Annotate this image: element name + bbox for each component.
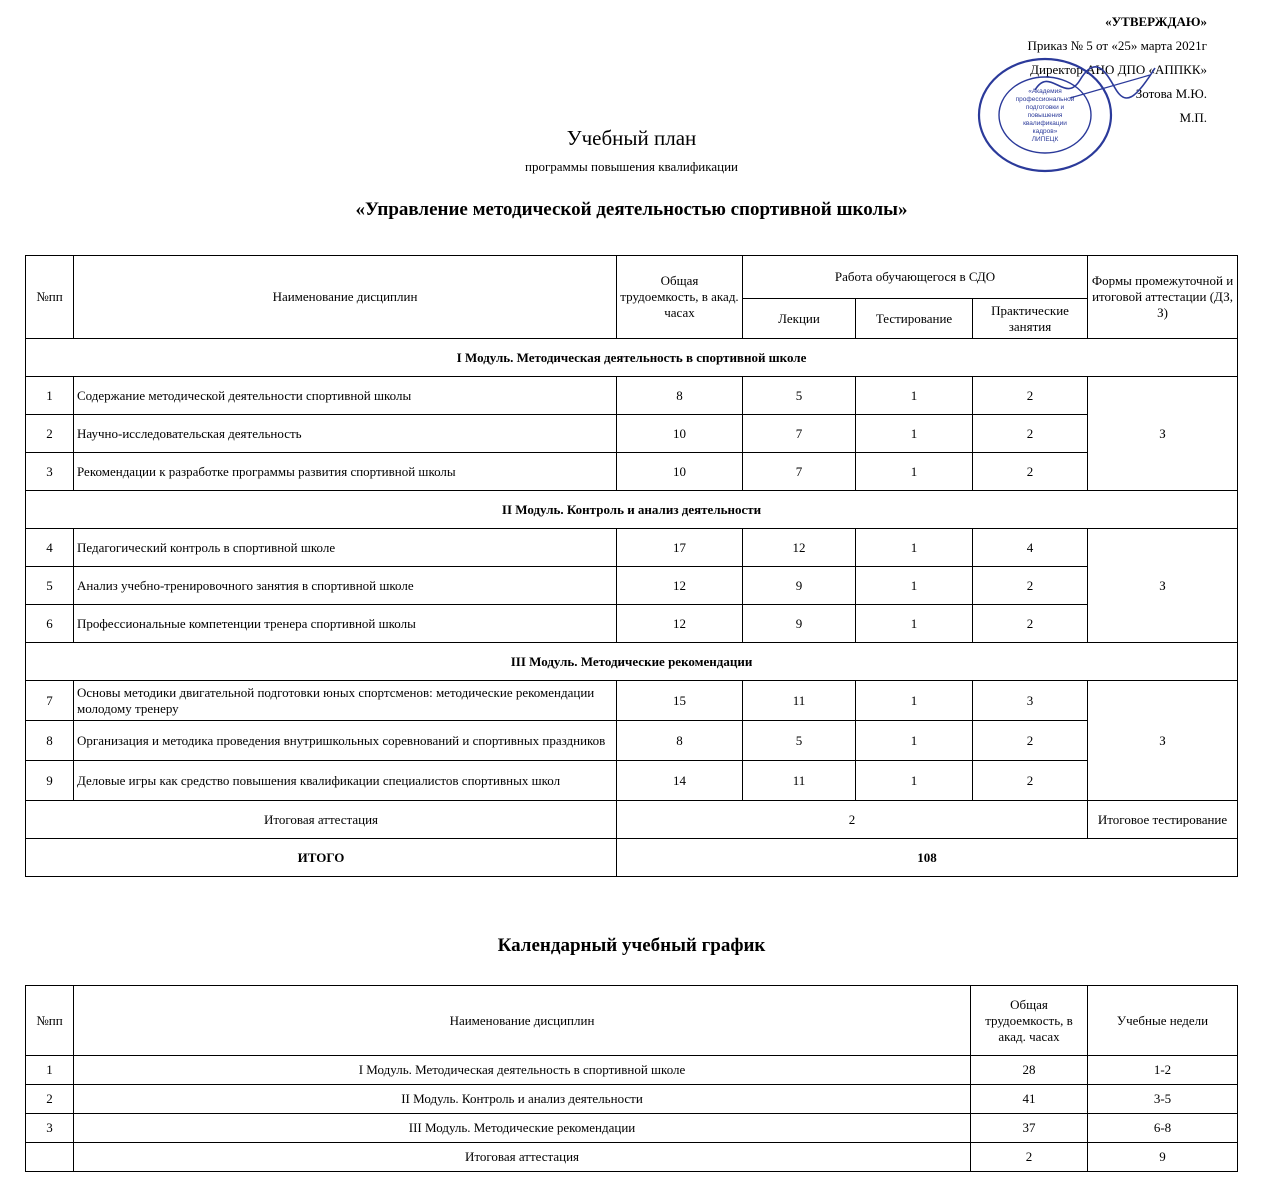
table-row	[26, 605, 1238, 643]
table-row	[26, 681, 1238, 721]
approval-name: Зотова М.Ю.	[1135, 86, 1207, 101]
final-label: Итоговая аттестация	[26, 801, 617, 839]
col-testing-header: Тестирование	[856, 299, 973, 339]
calendar-title: Календарный учебный график	[497, 935, 766, 956]
approval-order: Приказ № 5 от «25» марта 2021г	[1027, 38, 1207, 53]
row-weeks: 6-8	[1088, 1114, 1238, 1143]
total-hours: 108	[617, 839, 1238, 877]
row-num: 9	[26, 761, 74, 801]
row-num: 1	[26, 377, 74, 415]
table-row	[26, 1114, 1238, 1143]
final-form: Итоговое тестирование	[1088, 801, 1238, 839]
row-num: 2	[26, 415, 74, 453]
row-name: III Модуль. Методические рекомендации	[74, 1114, 971, 1143]
row-num: 1	[26, 1056, 74, 1085]
table-row	[26, 567, 1238, 605]
table-row	[26, 377, 1238, 415]
table-row	[26, 721, 1238, 761]
row-weeks: 3-5	[1088, 1085, 1238, 1114]
approval-seal-mark: М.П.	[1179, 110, 1207, 125]
table-row	[26, 761, 1238, 801]
row-total: 28	[971, 1056, 1088, 1085]
stamp-text-line: кадров»	[1032, 128, 1058, 135]
row-testing: 1	[856, 761, 973, 801]
row-name: I Модуль. Методическая деятельность в спортивной школе	[74, 1056, 971, 1085]
row-num: 4	[26, 529, 74, 567]
module-form: З	[1088, 529, 1238, 643]
row-practice: 2	[973, 415, 1088, 453]
row-total: 41	[971, 1085, 1088, 1114]
stamp-text-line: «Академия	[1028, 88, 1062, 95]
col-work-header: Работа обучающегося в СДО	[743, 256, 1088, 299]
row-lectures: 11	[743, 761, 856, 801]
module-form: З	[1088, 681, 1238, 801]
row-practice: 3	[973, 681, 1088, 721]
row-lectures: 5	[743, 721, 856, 761]
stamp-text-line: ЛИПЕЦК	[1031, 136, 1059, 143]
row-num: 8	[26, 721, 74, 761]
row-num: 3	[26, 453, 74, 491]
table-row	[26, 1143, 1238, 1172]
module-title: II Модуль. Контроль и анализ деятельности	[26, 491, 1238, 529]
row-name: Содержание методической деятельности спортивной школы	[74, 377, 617, 415]
row-lectures: 12	[743, 529, 856, 567]
row-weeks: 9	[1088, 1143, 1238, 1172]
page-subtitle: программы повышения квалификации	[524, 159, 738, 174]
page-title: Учебный план	[566, 126, 697, 150]
table-row	[26, 453, 1238, 491]
row-total: 17	[617, 529, 743, 567]
row-testing: 1	[856, 529, 973, 567]
signature	[1030, 60, 1160, 110]
col-forms-header: Формы промежуточной и итоговой аттестации (ДЗ, З)	[1088, 256, 1238, 339]
row-num: 7	[26, 681, 74, 721]
curriculum-table	[25, 255, 1238, 877]
final-attestation-row	[26, 801, 1238, 839]
row-name: Научно-исследовательская деятельность	[74, 415, 617, 453]
row-total: 10	[617, 453, 743, 491]
row-practice: 2	[973, 721, 1088, 761]
stamp-text-line: профессиональной	[1015, 96, 1075, 103]
row-name: Рекомендации к разработке программы развития спортивной школы	[74, 453, 617, 491]
row-practice: 2	[973, 377, 1088, 415]
row-num: 6	[26, 605, 74, 643]
total-row	[26, 839, 1238, 877]
row-practice: 2	[973, 605, 1088, 643]
cal-num-header: №пп	[26, 986, 74, 1056]
row-testing: 1	[856, 567, 973, 605]
table-row	[26, 1085, 1238, 1114]
row-weeks: 1-2	[1088, 1056, 1238, 1085]
row-total: 12	[617, 605, 743, 643]
row-total: 15	[617, 681, 743, 721]
row-total: 12	[617, 567, 743, 605]
program-name: «Управление методической деятельностью спортивной школы»	[355, 199, 908, 220]
row-testing: 1	[856, 681, 973, 721]
row-num: 5	[26, 567, 74, 605]
calendar-table	[25, 985, 1238, 1172]
col-lectures-header: Лекции	[743, 299, 856, 339]
row-practice: 4	[973, 529, 1088, 567]
row-lectures: 9	[743, 567, 856, 605]
row-num: 3	[26, 1114, 74, 1143]
table-row	[26, 529, 1238, 567]
row-practice: 2	[973, 453, 1088, 491]
row-total: 14	[617, 761, 743, 801]
row-name: Анализ учебно-тренировочного занятия в спортивной школе	[74, 567, 617, 605]
row-testing: 1	[856, 453, 973, 491]
stamp-text-line: подготовки и	[1025, 104, 1065, 111]
final-hours: 2	[617, 801, 1088, 839]
cal-total-header: Общая трудоемкость, в акад. часах	[971, 986, 1088, 1056]
stamp-text-line: повышения	[1027, 112, 1063, 119]
row-num: 2	[26, 1085, 74, 1114]
stamp-text-line: квалификации	[1023, 120, 1067, 127]
module-title: I Модуль. Методическая деятельность в спортивной школе	[26, 339, 1238, 377]
row-name: Основы методики двигательной подготовки юных спортсменов: методические рекомендации молодому тренеру	[74, 681, 617, 721]
col-name-header: Наименование дисциплин	[74, 256, 617, 339]
row-num	[26, 1143, 74, 1172]
row-name: Деловые игры как средство повышения квалификации специалистов спортивных школ	[74, 761, 617, 801]
row-total: 8	[617, 721, 743, 761]
row-name: Профессиональные компетенции тренера спортивной школы	[74, 605, 617, 643]
total-label: ИТОГО	[26, 839, 617, 877]
row-total: 8	[617, 377, 743, 415]
row-testing: 1	[856, 605, 973, 643]
row-total: 10	[617, 415, 743, 453]
row-name: Организация и методика проведения внутришкольных соревнований и спортивных праздников	[74, 721, 617, 761]
col-total-header: Общая трудоемкость, в акад. часах	[617, 256, 743, 339]
module-form: З	[1088, 377, 1238, 491]
row-lectures: 7	[743, 453, 856, 491]
col-practice-header: Практические занятия	[973, 299, 1088, 339]
row-practice: 2	[973, 567, 1088, 605]
row-lectures: 9	[743, 605, 856, 643]
module-title: III Модуль. Методические рекомендации	[26, 643, 1238, 681]
row-testing: 1	[856, 415, 973, 453]
row-testing: 1	[856, 721, 973, 761]
col-num-header: №пп	[26, 256, 74, 339]
row-name: Педагогический контроль в спортивной школе	[74, 529, 617, 567]
row-practice: 2	[973, 761, 1088, 801]
row-lectures: 5	[743, 377, 856, 415]
cal-name-header: Наименование дисциплин	[74, 986, 971, 1056]
row-total: 37	[971, 1114, 1088, 1143]
row-name: II Модуль. Контроль и анализ деятельности	[74, 1085, 971, 1114]
row-name: Итоговая аттестация	[74, 1143, 971, 1172]
cal-weeks-header: Учебные недели	[1088, 986, 1238, 1056]
approval-director: Директор АНО ДПО «АППКК»	[1030, 62, 1207, 77]
row-total: 2	[971, 1143, 1088, 1172]
row-testing: 1	[856, 377, 973, 415]
row-lectures: 11	[743, 681, 856, 721]
approval-heading: «УТВЕРЖДАЮ»	[1105, 14, 1207, 29]
table-row	[26, 415, 1238, 453]
table-row	[26, 1056, 1238, 1085]
row-lectures: 7	[743, 415, 856, 453]
